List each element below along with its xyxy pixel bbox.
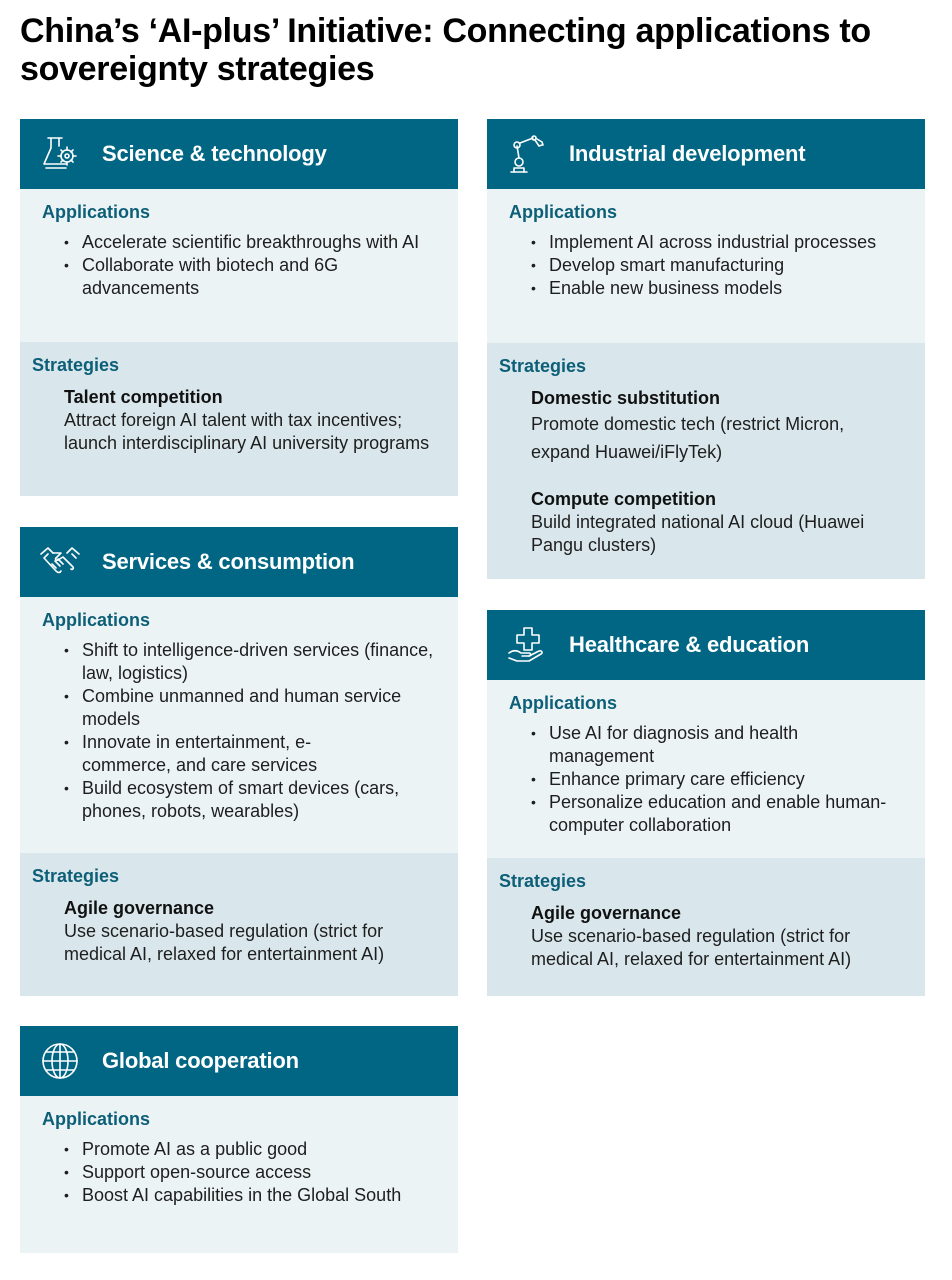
list-item: • Personalize education and enable human-computer collaboration <box>531 791 905 837</box>
list-item: • Use AI for diagnosis and health management <box>531 722 905 768</box>
card-title: Science & technology <box>102 141 327 166</box>
strategy-description: Build integrated national AI cloud (Huawei Pangu clusters) <box>531 512 865 555</box>
list-item: • Develop smart manufacturing <box>531 254 905 277</box>
applications-section <box>20 597 458 853</box>
strategies-section <box>20 342 458 496</box>
lab-flask-gear-icon <box>40 134 80 174</box>
strategies-section <box>487 343 925 579</box>
globe-icon <box>40 1041 80 1081</box>
strategy-description: Use scenario-based regulation (strict for medical AI, relaxed for entertainment AI) <box>531 926 852 969</box>
strategy-description: Use scenario-based regulation (strict for medical AI, relaxed for entertainment AI) <box>64 921 385 964</box>
applications-list <box>64 639 438 823</box>
card-header <box>487 119 925 189</box>
applications-label: Applications <box>42 610 151 630</box>
strategy-item <box>64 897 438 966</box>
card-services-consumption <box>20 527 458 996</box>
strategy-item <box>531 387 905 466</box>
list-item: • Enhance primary care efficiency <box>531 768 905 791</box>
applications-section <box>487 680 925 858</box>
card-title: Services & consumption <box>102 549 355 574</box>
card-title: Global cooperation <box>102 1048 299 1073</box>
applications-list <box>64 231 438 300</box>
applications-list <box>64 1138 438 1207</box>
list-item: • Boost AI capabilities in the Global South <box>64 1184 438 1207</box>
strategy-name: Domestic substitution <box>531 388 721 408</box>
strategies-label: Strategies <box>32 866 120 886</box>
list-item: • Accelerate scientific breakthroughs with AI <box>64 231 438 254</box>
robot-arm-icon <box>507 134 547 174</box>
card-header <box>20 1026 458 1096</box>
list-item: • Promote AI as a public good <box>64 1138 438 1161</box>
applications-section <box>20 189 458 342</box>
card-header <box>20 119 458 189</box>
strategy-name: Talent competition <box>64 387 223 407</box>
applications-list <box>531 231 905 300</box>
list-item: • Shift to intelligence-driven services (finance, law, logistics) <box>64 639 438 685</box>
strategies-label: Strategies <box>32 355 120 375</box>
list-item: • Build ecosystem of smart devices (cars, phones, robots, wearables) <box>64 777 438 823</box>
strategies-section <box>487 858 925 996</box>
medical-cross-hand-icon <box>507 625 547 665</box>
card-title: Industrial development <box>569 141 806 166</box>
applications-section <box>487 189 925 343</box>
applications-label: Applications <box>509 202 618 222</box>
strategies-section <box>20 853 458 996</box>
card-industrial-development <box>487 119 925 579</box>
strategy-name: Agile governance <box>531 903 682 923</box>
card-header <box>487 610 925 680</box>
card-healthcare-education <box>487 610 925 996</box>
applications-label: Applications <box>42 1109 151 1129</box>
strategy-item <box>531 902 905 971</box>
strategy-item <box>64 386 438 455</box>
strategy-description: Attract foreign AI talent with tax incentives; launch interdisciplinary AI university programs <box>64 410 430 453</box>
applications-section <box>20 1096 458 1253</box>
list-item: • Implement AI across industrial processes <box>531 231 905 254</box>
applications-label: Applications <box>509 693 618 713</box>
strategy-name: Agile governance <box>64 898 215 918</box>
list-item: • Enable new business models <box>531 277 905 300</box>
card-science-technology <box>20 119 458 496</box>
strategy-item <box>531 488 905 557</box>
list-item: • Innovate in entertainment, e-commerce, and care services <box>64 731 438 777</box>
handshake-icon <box>40 542 80 582</box>
card-global-cooperation <box>20 1026 458 1253</box>
list-item: • Support open-source access <box>64 1161 438 1184</box>
applications-label: Applications <box>42 202 151 222</box>
list-item: • Collaborate with biotech and 6G advancements <box>64 254 438 300</box>
strategies-label: Strategies <box>499 356 587 376</box>
strategy-description: Promote domestic tech (restrict Micron, expand Huawei/iFlyTek) <box>531 414 845 462</box>
card-title: Healthcare & education <box>569 632 810 657</box>
applications-list <box>531 722 905 837</box>
strategies-label: Strategies <box>499 871 587 891</box>
page-title: China’s ‘AI-plus’ Initiative: Connecting applications to sovereignty strategies <box>20 12 871 88</box>
strategy-name: Compute competition <box>531 489 716 509</box>
list-item: • Combine unmanned and human service models <box>64 685 438 731</box>
card-header <box>20 527 458 597</box>
